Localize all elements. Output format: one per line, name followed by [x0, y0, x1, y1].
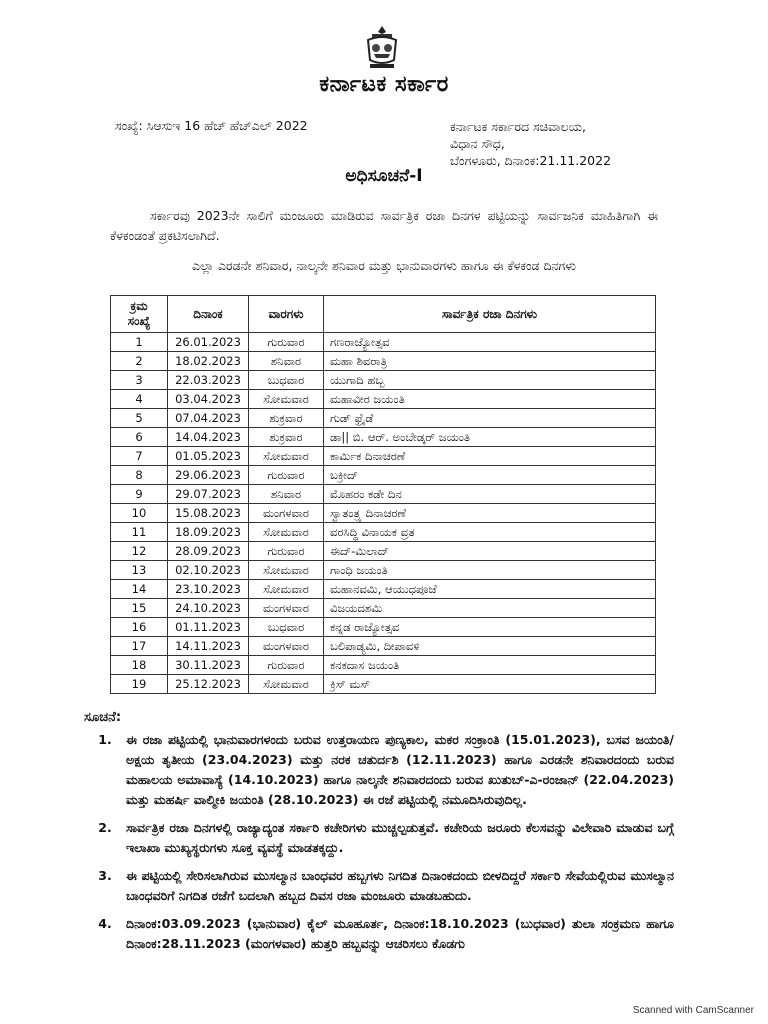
cell-serial: 6	[111, 428, 168, 447]
cell-holiday: ಈದ್-ಮಿಲಾದ್	[324, 542, 656, 561]
cell-day: ಗುರುವಾರ	[249, 333, 324, 352]
cell-day: ಸೋಮವಾರ	[249, 390, 324, 409]
column-header-holiday: ಸಾರ್ವತ್ರಿಕ ರಜಾ ದಿನಗಳು	[324, 296, 656, 333]
cell-day: ಬುಧವಾರ	[249, 371, 324, 390]
cell-date: 24.10.2023	[168, 599, 249, 618]
table-row	[111, 466, 656, 485]
cell-date: 14.04.2023	[168, 428, 249, 447]
table-row	[111, 371, 656, 390]
table-row	[111, 485, 656, 504]
table-row	[111, 580, 656, 599]
cell-date: 29.06.2023	[168, 466, 249, 485]
column-header-day: ವಾರಗಳು	[249, 296, 324, 333]
cell-serial: 5	[111, 409, 168, 428]
cell-date: 30.11.2023	[168, 656, 249, 675]
column-header-serial-line1: ಕ್ರಮ	[130, 299, 148, 313]
cell-day: ಮಂಗಳವಾರ	[249, 504, 324, 523]
address-line: ಕರ್ನಾಟಕ ಸರ್ಕಾರದ ಸಚಿವಾಲಯ,	[450, 119, 586, 134]
cell-date: 25.12.2023	[168, 675, 249, 694]
cell-day: ಶನಿವಾರ	[249, 485, 324, 504]
column-header-date: ದಿನಾಂಕ	[168, 296, 249, 333]
cell-date: 15.08.2023	[168, 504, 249, 523]
cell-day: ಸೋಮವಾರ	[249, 675, 324, 694]
cell-holiday: ಬಕ್ರೀದ್	[324, 466, 656, 485]
cell-holiday: ಬಲಿಪಾಡ್ಯಮಿ, ದೀಪಾವಳಿ	[324, 637, 656, 656]
table-row	[111, 542, 656, 561]
note-item	[84, 730, 674, 810]
cell-date: 23.10.2023	[168, 580, 249, 599]
cell-serial: 12	[111, 542, 168, 561]
note-number: 3.	[98, 868, 112, 883]
cell-day: ಸೋಮವಾರ	[249, 580, 324, 599]
table-row	[111, 523, 656, 542]
note-item	[84, 818, 674, 858]
cell-serial: 1	[111, 333, 168, 352]
cell-day: ಶನಿವಾರ	[249, 352, 324, 371]
cell-date: 01.05.2023	[168, 447, 249, 466]
address-line: ಬೆಂಗಳೂರು, ದಿನಾಂಕ:21.11.2022	[450, 153, 612, 168]
cell-serial: 7	[111, 447, 168, 466]
cell-date: 28.09.2023	[168, 542, 249, 561]
holiday-table	[110, 295, 656, 694]
cell-day: ಶುಕ್ರವಾರ	[249, 409, 324, 428]
cell-serial: 17	[111, 637, 168, 656]
cell-holiday: ಗುಡ್ ಫ್ರೈಡೆ	[324, 409, 656, 428]
cell-date: 14.11.2023	[168, 637, 249, 656]
cell-date: 07.04.2023	[168, 409, 249, 428]
cell-date: 29.07.2023	[168, 485, 249, 504]
cell-serial: 4	[111, 390, 168, 409]
cell-serial: 16	[111, 618, 168, 637]
holiday-subheading: ಎಲ್ಲಾ ಎರಡನೇ ಶನಿವಾರ, ನಾಲ್ಕನೇ ಶನಿವಾರ ಮತ್ತು ಭಾನುವಾರಗಳು ಹಾಗೂ ಈ ಕೆಳಕಂಡ ದಿನಗಳು	[191, 258, 577, 273]
note-item	[84, 866, 674, 906]
cell-holiday: ಕ್ರಿಸ್ ಮಸ್	[324, 675, 656, 694]
cell-serial: 18	[111, 656, 168, 675]
cell-date: 18.02.2023	[168, 352, 249, 371]
government-title: ಕರ್ನಾಟಕ ಸರ್ಕಾರ	[319, 72, 449, 97]
cell-date: 22.03.2023	[168, 371, 249, 390]
note-text: ಈ ರಜಾ ಪಟ್ಟಿಯಲ್ಲಿ ಭಾನುವಾರಗಳಂದು ಬರುವ ಉತ್ತರಾಯಣ ಪುಣ್ಯಕಾಲ, ಮಕರ ಸಂಕ್ರಾಂತಿ (15.01.2023), ಬಸವ ಜಯಂತಿ/ಅಕ್ಷಯ ತೃತೀಯ (23.04.2023) ಮತ್ತು ನರಕ ಚತುರ್ದಶಿ (12.11.2023) ಹಾಗೂ ಎರಡನೇ ಶನಿವಾರದಂದು ಬರುವ ಮಹಾಲಯ ಅಮಾವಾಸ್ಯೆ (14.10.2023) ಹಾಗೂ ನಾಲ್ಕನೇ ಶನಿವಾರದಂದು ಬರುವ ಖುತುಬ್-ಎ-ರಂಜಾನ್ (22.04.2023) ಮತ್ತು ಮಹರ್ಷಿ ವಾಲ್ಮೀಕಿ ಜಯಂತಿ (28.10.2023) ಈ ರಜೆ ಪಟ್ಟಿಯಲ್ಲಿ ನಮೂದಿಸಿರುವುದಿಲ್ಲ.	[126, 732, 674, 807]
note-number: 4.	[98, 916, 112, 931]
table-header-row	[111, 296, 656, 333]
table-row	[111, 333, 656, 352]
cell-date: 26.01.2023	[168, 333, 249, 352]
table-row	[111, 618, 656, 637]
table-row	[111, 390, 656, 409]
cell-holiday: ಮಹಾವೀರ ಜಯಂತಿ	[324, 390, 656, 409]
cell-date: 02.10.2023	[168, 561, 249, 580]
cell-holiday: ಕನ್ನಡ ರಾಜ್ಯೋತ್ಸವ	[324, 618, 656, 637]
reference-number: ಸಂಖ್ಯೆ: ಸಿಆಸುಇ 16 ಹೆಚ್ ಹೆಚ್ಎಲ್ 2022	[115, 118, 308, 133]
note-item	[84, 914, 674, 954]
column-header-serial	[111, 296, 168, 333]
cell-holiday: ವರಸಿದ್ಧಿ ವಿನಾಯಕ ವ್ರತ	[324, 523, 656, 542]
table-row	[111, 675, 656, 694]
table-row	[111, 409, 656, 428]
cell-holiday: ಕನಕದಾಸ ಜಯಂತಿ	[324, 656, 656, 675]
cell-serial: 8	[111, 466, 168, 485]
secretariat-address	[450, 118, 611, 169]
address-line: ವಿಧಾನ ಸೌಧ,	[450, 136, 505, 151]
note-text: ದಿನಾಂಕ:03.09.2023 (ಭಾನುವಾರ) ಕೈಲ್ ಮೂಹೂರ್ತ, ದಿನಾಂಕ:18.10.2023 (ಬುಧವಾರ) ತುಲಾ ಸಂಕ್ರಮಣ ಹಾಗೂ ದಿನಾಂಕ:28.11.2023 (ಮಂಗಳವಾರ) ಹುತ್ತರಿ ಹಬ್ಬವನ್ನು ಆಚರಿಸಲು ಕೊಡಗು	[126, 916, 674, 951]
cell-holiday: ಗಣರಾಜ್ಯೋತ್ಸವ	[324, 333, 656, 352]
intro-paragraph: ಸರ್ಕಾರವು 2023ನೇ ಸಾಲಿಗೆ ಮಂಜೂರು ಮಾಡಿರುವ ಸಾರ್ವತ್ರಿಕ ರಜಾ ದಿನಗಳ ಪಟ್ಟಿಯನ್ನು ಸಾರ್ವಜನಿಕ ಮಾಹಿತಿಗಾಗಿ ಈ ಕೆಳಕಂಡಂತೆ ಪ್ರಕಟಿಸಲಾಗಿದೆ.	[110, 208, 658, 243]
cell-holiday: ಸ್ವಾತಂತ್ರ್ಯ ದಿನಾಚರಣೆ	[324, 504, 656, 523]
table-row	[111, 599, 656, 618]
state-emblem-icon	[360, 24, 404, 72]
cell-holiday: ಯುಗಾದಿ ಹಬ್ಬ	[324, 371, 656, 390]
cell-date: 18.09.2023	[168, 523, 249, 542]
cell-holiday: ಮಹಾನವಮಿ, ಆಯುಧಪೂಜೆ	[324, 580, 656, 599]
cell-day: ಸೋಮವಾರ	[249, 523, 324, 542]
notes-heading: ಸೂಚನೆ:	[84, 710, 122, 725]
cell-serial: 19	[111, 675, 168, 694]
cell-serial: 3	[111, 371, 168, 390]
table-row	[111, 447, 656, 466]
cell-day: ಗುರುವಾರ	[249, 542, 324, 561]
scanner-watermark: Scanned with CamScanner	[632, 1005, 754, 1016]
cell-date: 03.04.2023	[168, 390, 249, 409]
cell-holiday: ಮಹಾ ಶಿವರಾತ್ರಿ	[324, 352, 656, 371]
cell-day: ಮಂಗಳವಾರ	[249, 599, 324, 618]
cell-serial: 11	[111, 523, 168, 542]
table-row	[111, 637, 656, 656]
note-number: 2.	[98, 820, 112, 835]
cell-serial: 9	[111, 485, 168, 504]
cell-serial: 14	[111, 580, 168, 599]
cell-serial: 2	[111, 352, 168, 371]
cell-holiday: ಡಾ|| ಬಿ. ಆರ್. ಅಂಬೇಡ್ಕರ್ ಜಯಂತಿ	[324, 428, 656, 447]
cell-day: ಸೋಮವಾರ	[249, 561, 324, 580]
cell-day: ಸೋಮವಾರ	[249, 447, 324, 466]
note-text: ಸಾರ್ವತ್ರಿಕ ರಜಾ ದಿನಗಳಲ್ಲಿ ರಾಜ್ಯಾದ್ಯಂತ ಸರ್ಕಾರಿ ಕಚೇರಿಗಳು ಮುಚ್ಚಲ್ಪಡುತ್ತವೆ. ಕಚೇರಿಯ ಜರೂರು ಕೆಲಸವನ್ನು ವಿಲೇವಾರಿ ಮಾಡುವ ಬಗ್ಗೆ ಇಲಾಖಾ ಮುಖ್ಯಸ್ಥರುಗಳು ಸೂಕ್ತ ವ್ಯವಸ್ಥೆ ಮಾಡತಕ್ಕದ್ದು.	[126, 820, 674, 855]
table-row	[111, 656, 656, 675]
note-text: ಈ ಪಟ್ಟಿಯಲ್ಲಿ ಸೇರಿಸಲಾಗಿರುವ ಮುಸಲ್ಮಾನ ಬಾಂಧವರ ಹಬ್ಬಗಳು ನಿಗದಿತ ದಿನಾಂಕದಂದು ಬೀಳದಿದ್ದರೆ ಸರ್ಕಾರಿ ಸೇವೆಯಲ್ಲಿರುವ ಮುಸಲ್ಮಾನ ಬಾಂಧವರಿಗೆ ನಿಗದಿತ ರಜೆಗೆ ಬದಲಾಗಿ ಹಬ್ಬದ ದಿವಸ ರಜಾ ಮಂಜೂರು ಮಾಡಬಹುದು.	[126, 868, 674, 903]
table-row	[111, 504, 656, 523]
note-number: 1.	[98, 732, 112, 747]
cell-holiday: ವಿಜಯದಶಮಿ	[324, 599, 656, 618]
notification-title: ಅಧಿಸೂಚನೆ-I	[345, 166, 423, 186]
column-header-serial-line2: ಸಂಖ್ಯೆ	[127, 314, 151, 328]
cell-holiday: ಮೊಹರಂ ಕಡೇ ದಿನ	[324, 485, 656, 504]
cell-holiday: ಕಾರ್ಮಿಕ ದಿನಾಚರಣೆ	[324, 447, 656, 466]
cell-day: ಮಂಗಳವಾರ	[249, 637, 324, 656]
table-row	[111, 352, 656, 371]
cell-date: 01.11.2023	[168, 618, 249, 637]
cell-day: ಗುರುವಾರ	[249, 466, 324, 485]
table-row	[111, 561, 656, 580]
notes-list	[84, 730, 674, 962]
cell-day: ಶುಕ್ರವಾರ	[249, 428, 324, 447]
cell-holiday: ಗಾಂಧಿ ಜಯಂತಿ	[324, 561, 656, 580]
cell-serial: 15	[111, 599, 168, 618]
cell-serial: 13	[111, 561, 168, 580]
cell-serial: 10	[111, 504, 168, 523]
cell-day: ಬುಧವಾರ	[249, 618, 324, 637]
table-row	[111, 428, 656, 447]
cell-day: ಗುರುವಾರ	[249, 656, 324, 675]
